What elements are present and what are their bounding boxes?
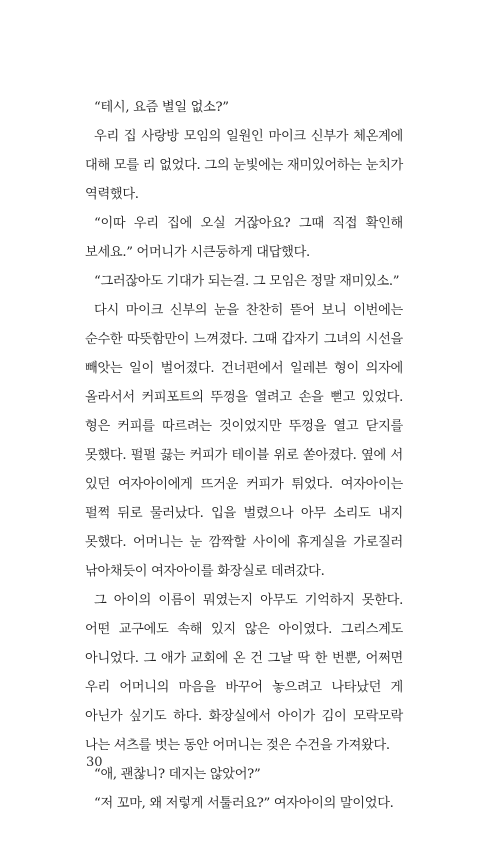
paragraph-7: “애, 괜찮니? 데지는 않았어?” [94, 767, 261, 782]
paragraph-2: 우리 집 사랑방 모임의 일원인 마이크 신부가 체온계에 대해 모를 리 없었다. 그의 눈빛에는 재미있어하는 눈치가 역력했다. [85, 129, 403, 202]
paragraph-8: “저 꼬마, 왜 저렇게 서툴러요?” 여자아이의 말이었다. [94, 796, 394, 811]
paragraph-1: “테시, 요즘 별일 없소?” [94, 100, 229, 115]
page-number: 30 [86, 755, 103, 770]
paragraph-6: 그 아이의 이름이 뭐였는지 아무도 기억하지 못한다. 어떤 교구에도 속해 있지 않은 아이였다. 그리스계도 아니었다. 그 애가 교회에 온 건 그날 딱 한 번뿐, 어쩌면 우리 어머니의 마음을 바꾸어 놓으려고 나타났던 게 아닌가 싶기도 하다. 화장실에서 아이가 김이 모락모락 나는 셔츠를 벗는 동안 어머니는 젖은 수건을 가져왔다. [85, 593, 403, 753]
paragraph-3: “이따 우리 집에 오실 거잖아요? 그때 직접 확인해 보세요.” 어머니가 시큰둥하게 대답했다. [85, 216, 403, 260]
paragraph-4: “그러잖아도 기대가 되는걸. 그 모임은 정말 재미있소.” [94, 274, 400, 289]
paragraph-5: 다시 마이크 신부의 눈을 찬찬히 뜯어 보니 이번에는 순수한 따뜻함만이 느껴졌다. 그때 갑자기 그녀의 시선을 빼앗는 일이 벌어졌다. 건너편에서 일레븐 형이 의자에 올라서서 커피포트의 뚜껑을 열려고 손을 뻗고 있었다. 형은 커피를 따르려는 것이었지만 뚜껑을 열고 닫지를 못했다. 펄펄 끓는 커피가 테이블 위로 쏟아졌다. 옆에 서 있던 여자아이에게 뜨거운 커피가 튀었다. 여자아이는 펄쩍 뒤로 물러났다. 입을 벌렸으나 아무 소리도 내지 못했다. 어머니는 눈 깜짝할 사이에 휴게실을 가로질러 낚아채듯이 여자아이를 화장실로 데려갔다. [85, 303, 403, 579]
body-text [85, 93, 403, 818]
